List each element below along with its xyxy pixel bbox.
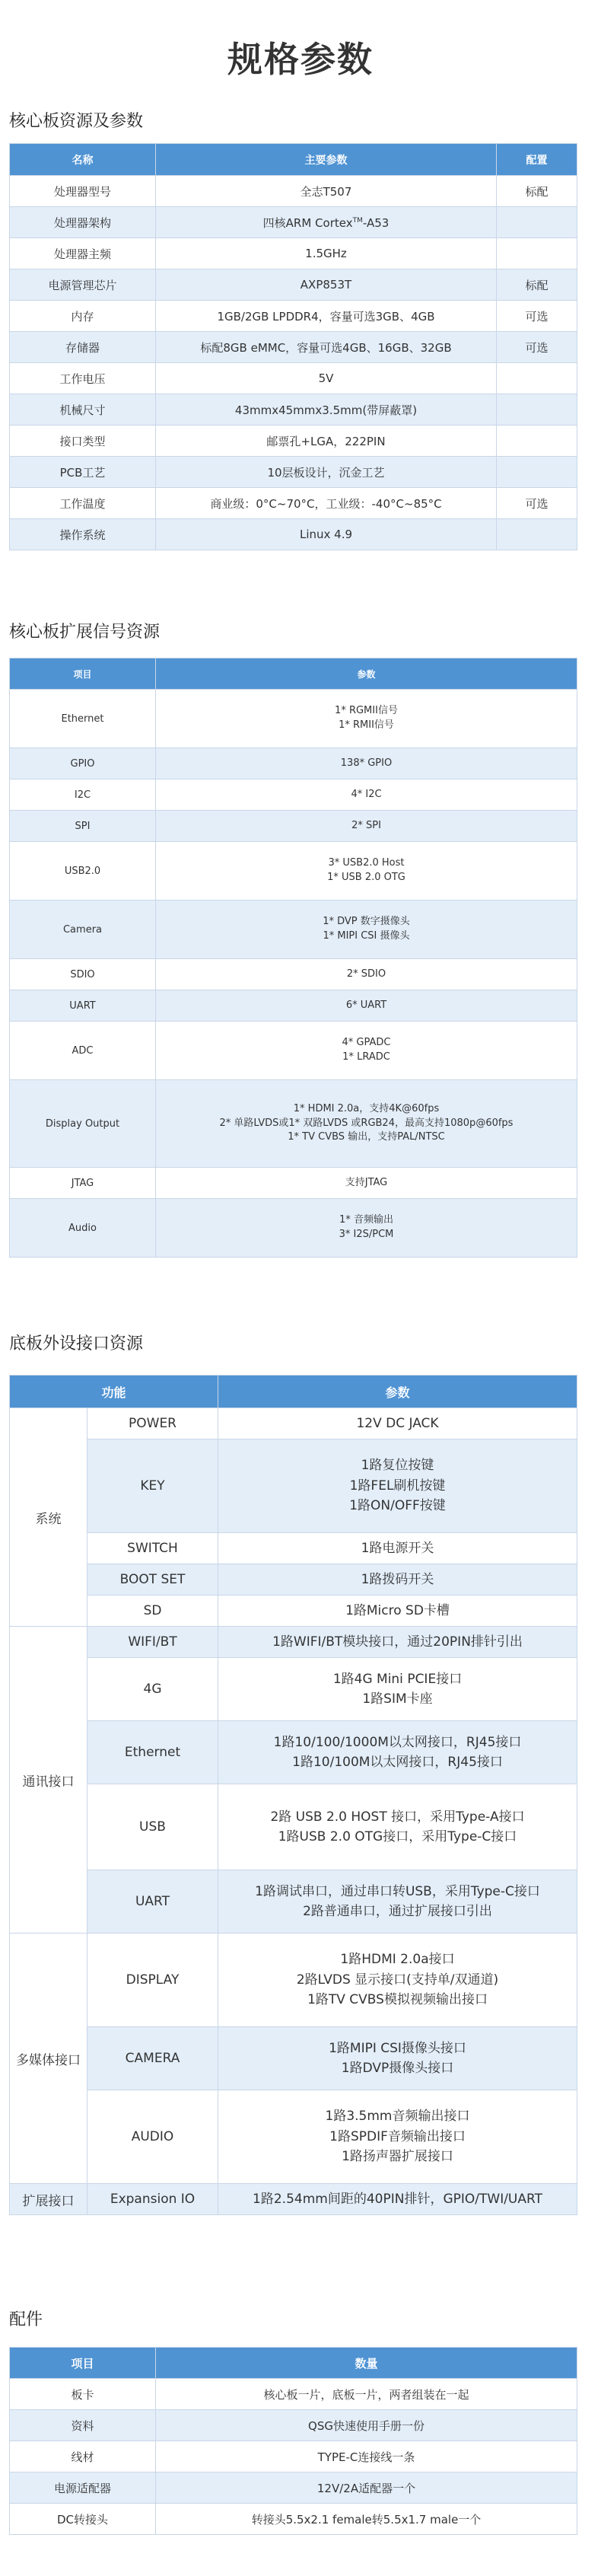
row-qty: QSG快速使用手册一份 xyxy=(156,2410,577,2441)
row-param xyxy=(156,488,497,519)
row-param xyxy=(156,426,497,457)
row-param xyxy=(156,519,497,550)
row-param xyxy=(156,332,497,363)
page-title: 规格参数 xyxy=(227,39,374,80)
item-name: CAMERA xyxy=(87,2027,218,2090)
table-row xyxy=(10,2441,577,2472)
table-row xyxy=(10,238,577,269)
item-name: AUDIO xyxy=(87,2090,218,2184)
row-name: 工作温度 xyxy=(10,488,156,519)
param-line: 138* GPIO xyxy=(340,757,393,769)
row-name: I2C xyxy=(10,779,156,811)
param-line: 4* GPADC xyxy=(342,1037,391,1049)
param-line: 1* TV CVBS 输出，支持PAL/NTSC xyxy=(288,1131,445,1143)
param-line: 1路调试串口，通过串口转USB，采用Type-C接口 xyxy=(255,1883,540,1899)
table-row xyxy=(10,901,577,959)
row-name: USB2.0 xyxy=(10,842,156,901)
row-name: 线材 xyxy=(10,2441,156,2472)
row-config xyxy=(497,207,577,238)
param-text: 1GB/2GB LPDDR4，容量可选3GB、4GB xyxy=(217,309,435,324)
param-suffix: -A53 xyxy=(362,215,390,230)
row-config xyxy=(497,426,577,457)
row-config: 标配 xyxy=(497,269,577,301)
param-text: 全志T507 xyxy=(300,184,352,199)
table-row xyxy=(10,2184,577,2215)
param-line: 1* 音频输出 xyxy=(339,1214,393,1226)
row-param xyxy=(156,1080,577,1168)
param-line: 1* MIPI CSI 摄像头 xyxy=(323,930,410,942)
row-name: 机械尺寸 xyxy=(10,394,156,426)
table-row xyxy=(10,1784,577,1870)
row-name: Audio xyxy=(10,1199,156,1258)
row-config: 可选 xyxy=(497,332,577,363)
section-title-core: 核心板资源及参数 xyxy=(9,112,144,131)
row-name: GPIO xyxy=(10,748,156,779)
param-line: 1路2.54mm间距的40PIN排针，GPIO/TWI/UART xyxy=(253,2191,542,2207)
row-name: 处理器架构 xyxy=(10,207,156,238)
row-param xyxy=(156,207,497,238)
param-text: 标配8GB eMMC，容量可选4GB、16GB、32GB xyxy=(200,340,452,355)
param-line: 1路4G Mini PCIE接口 xyxy=(332,1671,463,1687)
item-param xyxy=(218,1658,577,1721)
param-text: 43mmx45mmx3.5mm(带屏蔽罩) xyxy=(234,403,418,417)
header-function: 功能 xyxy=(10,1376,218,1408)
param-line: 1路MIPI CSI摄像头接口 xyxy=(329,2040,466,2056)
header-param: 参数 xyxy=(218,1376,577,1408)
trademark-sup: TM xyxy=(352,216,363,225)
row-config xyxy=(497,519,577,550)
row-name: DC转接头 xyxy=(10,2504,156,2535)
param-line: 1路SPDIF音频输出接口 xyxy=(329,2128,466,2144)
header-config: 配置 xyxy=(497,144,577,176)
section-title-acc: 配件 xyxy=(9,2310,43,2329)
row-qty: 12V/2A适配器一个 xyxy=(156,2472,577,2504)
param-line: 1路SIM卡座 xyxy=(362,1691,433,1707)
row-param xyxy=(156,1168,577,1199)
row-param xyxy=(156,779,577,811)
table-row xyxy=(10,2504,577,2535)
row-config: 标配 xyxy=(497,176,577,207)
row-param xyxy=(156,811,577,842)
row-param xyxy=(156,457,497,488)
row-name: 电源管理芯片 xyxy=(10,269,156,301)
param-line: 1路拨码开关 xyxy=(361,1571,434,1587)
item-param xyxy=(218,1596,577,1627)
header-param: 主要参数 xyxy=(156,144,497,176)
param-line: 2* SPI xyxy=(351,819,381,831)
item-param xyxy=(218,1870,577,1934)
param-line: 1路WIFI/BT模块接口，通过20PIN排针引出 xyxy=(272,1634,523,1650)
param-line: 1路10/100/1000M以太网接口，RJ45接口 xyxy=(273,1734,522,1750)
row-name: 内存 xyxy=(10,301,156,332)
row-name: 板卡 xyxy=(10,2379,156,2410)
group-name: 多媒体接口 xyxy=(10,1934,87,2184)
row-name: 电源适配器 xyxy=(10,2472,156,2504)
param-line: 12V DC JACK xyxy=(356,1415,439,1431)
row-param xyxy=(156,363,497,394)
table-row xyxy=(10,1199,577,1258)
section-title-base: 底板外设接口资源 xyxy=(9,1334,144,1353)
param-line: 1路电源开关 xyxy=(361,1540,434,1556)
group-name: 扩展接口 xyxy=(10,2184,87,2215)
table-row xyxy=(10,1870,577,1934)
param-text: 10层板设计，沉金工艺 xyxy=(267,465,385,480)
param-line: 1路Micro SD卡槽 xyxy=(345,1602,450,1618)
param-text: 四核ARM Cortex xyxy=(262,215,353,230)
row-qty: 转接头5.5x2.1 female转5.5x1.7 male一个 xyxy=(156,2504,577,2535)
row-config: 可选 xyxy=(497,488,577,519)
item-param xyxy=(218,2027,577,2090)
table-row xyxy=(10,690,577,748)
table-row xyxy=(10,457,577,488)
param-line: 6* UART xyxy=(345,999,387,1011)
param-line: 1路10/100M以太网接口，RJ45接口 xyxy=(292,1755,503,1770)
item-param xyxy=(218,1408,577,1439)
table-row xyxy=(10,176,577,207)
row-name: 工作电压 xyxy=(10,363,156,394)
table-row xyxy=(10,2090,577,2184)
item-param xyxy=(218,1439,577,1533)
param-line: 2* SDIO xyxy=(346,968,386,980)
item-name: SD xyxy=(87,1596,218,1627)
param-line: 4* I2C xyxy=(351,788,382,800)
param-line: 支持JTAG xyxy=(345,1176,388,1188)
item-param xyxy=(218,2184,577,2215)
table-row xyxy=(10,842,577,901)
header-name: 名称 xyxy=(10,144,156,176)
header-qty: 数量 xyxy=(156,2348,577,2379)
row-name: Camera xyxy=(10,901,156,959)
param-line: 3* USB2.0 Host xyxy=(328,857,405,869)
group-name: 通讯接口 xyxy=(10,1627,87,1934)
row-param xyxy=(156,394,497,426)
param-line: 1路FEL刷机按键 xyxy=(349,1478,446,1494)
row-name: SDIO xyxy=(10,959,156,990)
param-text: AXP853T xyxy=(300,278,352,292)
param-text: 商业级：0°C~70°C，工业级：-40°C~85°C xyxy=(210,496,442,511)
row-config xyxy=(497,394,577,426)
table-row xyxy=(10,1934,577,2027)
row-name: 接口类型 xyxy=(10,426,156,457)
table-row xyxy=(10,1439,577,1533)
item-param xyxy=(218,1627,577,1658)
table-row xyxy=(10,1533,577,1564)
row-param xyxy=(156,959,577,990)
table-row xyxy=(10,1564,577,1596)
item-param xyxy=(218,1564,577,1596)
row-param xyxy=(156,842,577,901)
accessories-table xyxy=(9,2347,577,2535)
param-line: 3* I2S/PCM xyxy=(339,1229,394,1240)
param-line: 2* 单路LVDS或1* 双路LVDS 或RGB24，最高支持1080p@60fps xyxy=(219,1117,514,1129)
row-name: ADC xyxy=(10,1022,156,1080)
row-name: UART xyxy=(10,990,156,1022)
table-row xyxy=(10,301,577,332)
param-line: 2路普通串口，通过扩展接口引出 xyxy=(303,1904,492,1919)
table-row xyxy=(10,990,577,1022)
row-name: 处理器主频 xyxy=(10,238,156,269)
table-row xyxy=(10,2027,577,2090)
param-line: 1路复位按键 xyxy=(361,1458,434,1474)
param-line: 1路ON/OFF按键 xyxy=(349,1498,446,1514)
param-line: 2路LVDS 显示接口(支持单/双通道) xyxy=(296,1972,499,1988)
param-text: 5V xyxy=(318,371,334,385)
row-config: 可选 xyxy=(497,301,577,332)
item-name: 4G xyxy=(87,1658,218,1721)
table-row xyxy=(10,2410,577,2441)
table-row xyxy=(10,748,577,779)
row-name: 处理器型号 xyxy=(10,176,156,207)
row-param xyxy=(156,301,497,332)
table-row xyxy=(10,488,577,519)
param-line: 1* LRADC xyxy=(342,1051,390,1063)
row-param xyxy=(156,176,497,207)
row-param xyxy=(156,238,497,269)
row-param xyxy=(156,1022,577,1080)
item-name: BOOT SET xyxy=(87,1564,218,1596)
item-name: KEY xyxy=(87,1439,218,1533)
param-line: 1路3.5mm音频输出接口 xyxy=(325,2109,470,2125)
base-interface-table xyxy=(9,1375,577,2215)
item-name: Ethernet xyxy=(87,1721,218,1784)
section-title-ext: 核心板扩展信号资源 xyxy=(9,623,161,642)
item-name: POWER xyxy=(87,1408,218,1439)
param-line: 1* RMII信号 xyxy=(339,719,394,731)
param-line: 1路扬声器扩展接口 xyxy=(342,2149,453,2165)
table-row xyxy=(10,959,577,990)
row-name: JTAG xyxy=(10,1168,156,1199)
item-name: UART xyxy=(87,1870,218,1934)
table-row xyxy=(10,1658,577,1721)
param-line: 2路 USB 2.0 HOST 接口，采用Type-A接口 xyxy=(270,1809,525,1825)
row-qty: 核心板一片，底板一片，两者组装在一起 xyxy=(156,2379,577,2410)
table-row xyxy=(10,811,577,842)
param-line: 1路USB 2.0 OTG接口，采用Type-C接口 xyxy=(278,1829,517,1844)
param-text: 邮票孔+LGA，222PIN xyxy=(266,434,386,448)
param-line: 1路TV CVBS模拟视频输出接口 xyxy=(307,1992,488,2008)
param-line: 1* DVP 数字摄像头 xyxy=(323,916,410,928)
row-name: 操作系统 xyxy=(10,519,156,550)
row-name: Ethernet xyxy=(10,690,156,748)
row-config xyxy=(497,238,577,269)
row-param xyxy=(156,269,497,301)
param-line: 1路DVP摄像头接口 xyxy=(341,2061,454,2076)
row-name: 存储器 xyxy=(10,332,156,363)
table-row xyxy=(10,363,577,394)
item-param xyxy=(218,1934,577,2027)
table-row xyxy=(10,1080,577,1168)
table-row xyxy=(10,519,577,550)
row-name: SPI xyxy=(10,811,156,842)
row-qty: TYPE-C连接线一条 xyxy=(156,2441,577,2472)
row-param xyxy=(156,690,577,748)
table-row xyxy=(10,394,577,426)
table-row xyxy=(10,207,577,238)
row-config xyxy=(497,363,577,394)
table-row xyxy=(10,2379,577,2410)
group-name: 系统 xyxy=(10,1408,87,1627)
item-name: WIFI/BT xyxy=(87,1627,218,1658)
row-name: 资料 xyxy=(10,2410,156,2441)
item-name: DISPLAY xyxy=(87,1934,218,2027)
table-row xyxy=(10,269,577,301)
item-name: SWITCH xyxy=(87,1533,218,1564)
table-row xyxy=(10,1627,577,1658)
header-item: 项目 xyxy=(10,658,156,690)
row-name: PCB工艺 xyxy=(10,457,156,488)
item-param xyxy=(218,2090,577,2184)
table-row xyxy=(10,2472,577,2504)
row-param xyxy=(156,990,577,1022)
table-row xyxy=(10,1596,577,1627)
table-row xyxy=(10,332,577,363)
table-row xyxy=(10,779,577,811)
row-config xyxy=(497,457,577,488)
item-name: USB xyxy=(87,1784,218,1870)
table-row xyxy=(10,426,577,457)
row-param xyxy=(156,901,577,959)
item-param xyxy=(218,1721,577,1784)
header-param: 参数 xyxy=(156,658,577,690)
param-text: 1.5GHz xyxy=(305,247,347,260)
row-param xyxy=(156,748,577,779)
ext-signal-table xyxy=(9,658,577,1258)
item-param xyxy=(218,1533,577,1564)
param-line: 1* HDMI 2.0a，支持4K@60fps xyxy=(293,1102,440,1114)
header-item: 项目 xyxy=(10,2348,156,2379)
table-row xyxy=(10,1022,577,1080)
row-name: Display Output xyxy=(10,1080,156,1168)
param-line: 1路HDMI 2.0a接口 xyxy=(340,1952,455,1968)
core-spec-table xyxy=(9,143,577,550)
table-row xyxy=(10,1721,577,1784)
item-param xyxy=(218,1784,577,1870)
param-line: 1* USB 2.0 OTG xyxy=(327,872,405,883)
table-row xyxy=(10,1168,577,1199)
item-name: Expansion IO xyxy=(87,2184,218,2215)
table-row xyxy=(10,1408,577,1439)
param-line: 1* RGMII信号 xyxy=(335,705,398,717)
param-text: Linux 4.9 xyxy=(299,528,353,541)
row-param xyxy=(156,1199,577,1258)
